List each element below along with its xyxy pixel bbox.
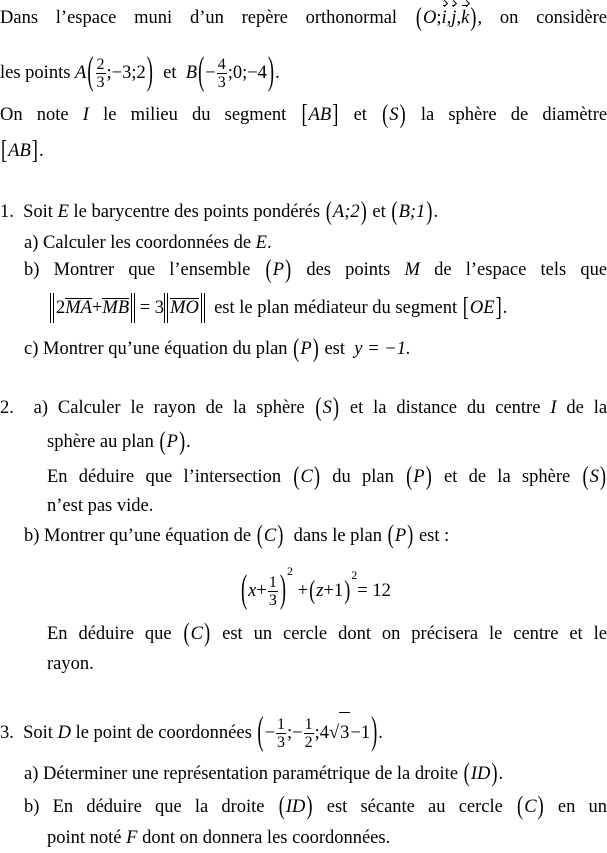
intro-line-4: [AB]. bbox=[1, 136, 44, 166]
point-A: A bbox=[75, 63, 87, 83]
q1-b-line2: 2MA+MB = 3 MO est le plan médiateur du segment [OE]. bbox=[50, 293, 507, 323]
q2-b-line1: b) Montrer qu’une équation de (C) dans le plan (P) est : bbox=[24, 521, 450, 551]
q2-b-line4: rayon. bbox=[47, 654, 94, 674]
circle-equation: (x+ $\frac{1}{3}$ )$^2 +(z+1)^2= 12$ bbox=[241, 564, 391, 613]
q3-a: a) Déterminer une représentation paramétrique de la droite (ID). bbox=[24, 759, 504, 789]
q3-b-line1: b) En déduire que la droite (ID) est sécante au cercle (C) en un bbox=[24, 792, 607, 822]
q1-a: a) Calculer les coordonnées de E. bbox=[24, 233, 272, 253]
q1-heading: 1. Soit E le barycentre des points pondérés (A;2) et (B;1). bbox=[0, 197, 439, 227]
intro-line-3: On note I le milieu du segment [AB] et (S) la sphère de diamètre bbox=[0, 100, 607, 130]
intro-text: , on considère bbox=[477, 8, 607, 28]
q2-a-line4: n’est pas vide. bbox=[47, 496, 154, 516]
norm-expression: 2MA+MB bbox=[50, 293, 135, 323]
q1-c: c) Montrer qu’une équation du plan (P) est y = −1. bbox=[24, 334, 411, 364]
q3-b-line2: point noté F dont on donnera les coordonnées. bbox=[47, 828, 391, 848]
q2-b-line3: En déduire que (C) est un cercle dont on précisera le centre et le bbox=[47, 619, 607, 649]
q1-b-line1: b) Montrer que l’ensemble (P) des points M de l’espace tels que bbox=[24, 255, 607, 285]
frame-notation: (O;i,j,k) bbox=[415, 3, 477, 33]
q3-heading: 3. Soit D le point de coordonnées (− $\frac{1}{3}$ ;− $\frac{1}{2}$ ;4√3−1). bbox=[0, 712, 383, 754]
point-B: B bbox=[185, 63, 198, 83]
fraction: $\frac{2}{3}$ bbox=[96, 56, 105, 92]
q2-a-line2: sphère au plan (P). bbox=[47, 427, 191, 457]
q2-a-line1: 2. a) Calculer le rayon de la sphère (S) et la distance du centre I de la bbox=[0, 393, 607, 423]
q2-a-line3: En déduire que l’intersection (C) du plan (P) et de la sphère (S) bbox=[47, 462, 607, 492]
intro-text: les points bbox=[0, 63, 71, 83]
fraction: $\frac{4}{3}$ bbox=[217, 56, 226, 92]
intro-text: Dans l’espace muni d’un repère orthonormal bbox=[0, 8, 398, 28]
intro-line-1 bbox=[0, 3, 607, 33]
intro-line-2: les points A( $\frac{2}{3}$ ;−3;2) et B(− $\frac{4}{3}$ ;0;−4). bbox=[0, 52, 280, 94]
